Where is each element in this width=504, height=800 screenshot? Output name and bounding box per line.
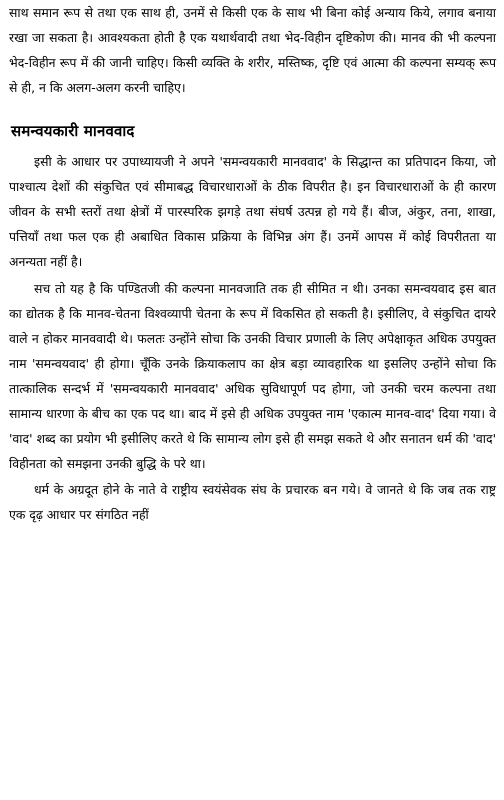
body-paragraph: साथ समान रूप से तथा एक साथ ही, उनमें से किसी एक के साथ भी बिना कोई अन्याय किये, लगाव बनाया रखा जा सकता है। आवश्यकता होती है एक यथार्थवादी तथा भेद-विहीन दृष्टिकोण की। मानव की भी कल्पना भेद-विहीन रूप में की जानी चाहिए। किसी व्यक्ति के शरीर, मस्तिष्क, दृष्टि एवं आत्मा की कल्पना सम्यक् रूप से ही, न कि अलग-अलग करनी चाहिए।	[9, 5, 496, 95]
body-paragraph: सच तो यह है कि पण्डितजी की कल्पना मानवजाति तक ही सीमित न थी। उनका समन्वयवाद इस बात का द्योतक है कि मानव-चेतना विश्वव्यापी चेतना के रूप में विकसित हो सकती है। इसीलिए, वे संकुचित दायरे वाले न होकर मानववादी थे। फलतः उन्होंने सोचा कि उनकी विचार प्रणाली के लिए अपेक्षाकृत अधिक उपयुक्त नाम 'समन्वयवाद' ही होगा। चूँकि उनके क्रियाकलाप का क्षेत्र बड़ा व्यावहारिक था इसलिए उन्होंने सोचा कि तात्कालिक सन्दर्भ में 'समन्वयकारी मानववाद' अधिक सुविधापूर्ण पद होगा, जो उनकी चरम कल्पना तथा सामान्य धारणा के बीच का एक पद था। बाद में इसे ही अधिक उपयुक्त नाम 'एकात्म मानव-वाद' दिया गया। वे 'वाद' शब्द का प्रयोग भी इसीलिए करते थे कि सामान्य लोग इसे ही समझ सकते थे और सनातन धर्म की 'वाद' विहीनता को समझना उनकी बुद्धि के परे था।	[9, 281, 496, 471]
body-paragraph: धर्म के अग्रदूत होने के नाते वे राष्ट्रीय स्वयंसेवक संघ के प्रचारक बन गये। वे जानते थे कि जब तक राष्ट्र एक दृढ़ आधार पर संगठित नहीं	[9, 482, 496, 522]
section-heading: समन्वयकारी मानववाद	[11, 122, 135, 140]
body-paragraph: इसी के आधार पर उपाध्यायजी ने अपने 'समन्वयकारी मानववाद' के सिद्धान्त का प्रतिपादन किया, जो पाश्चात्य देशों की संकुचित एवं सीमाबद्ध विचारधाराओं के ठीक विपरीत है। इन विचारधाराओं के ही कारण जीवन के सभी स्तरों तथा क्षेत्रों में पारस्परिक झगड़े तथा संघर्ष उत्पन्न हो गये हैं। बीज, अंकुर, तना, शाखा, पत्तियाँ तथा फल एक ही अबाधित विकास प्रक्रिया के विभिन्न अंग हैं। उनमें आपस में कोई विपरीतता या अनन्यता नहीं है।	[9, 154, 496, 269]
